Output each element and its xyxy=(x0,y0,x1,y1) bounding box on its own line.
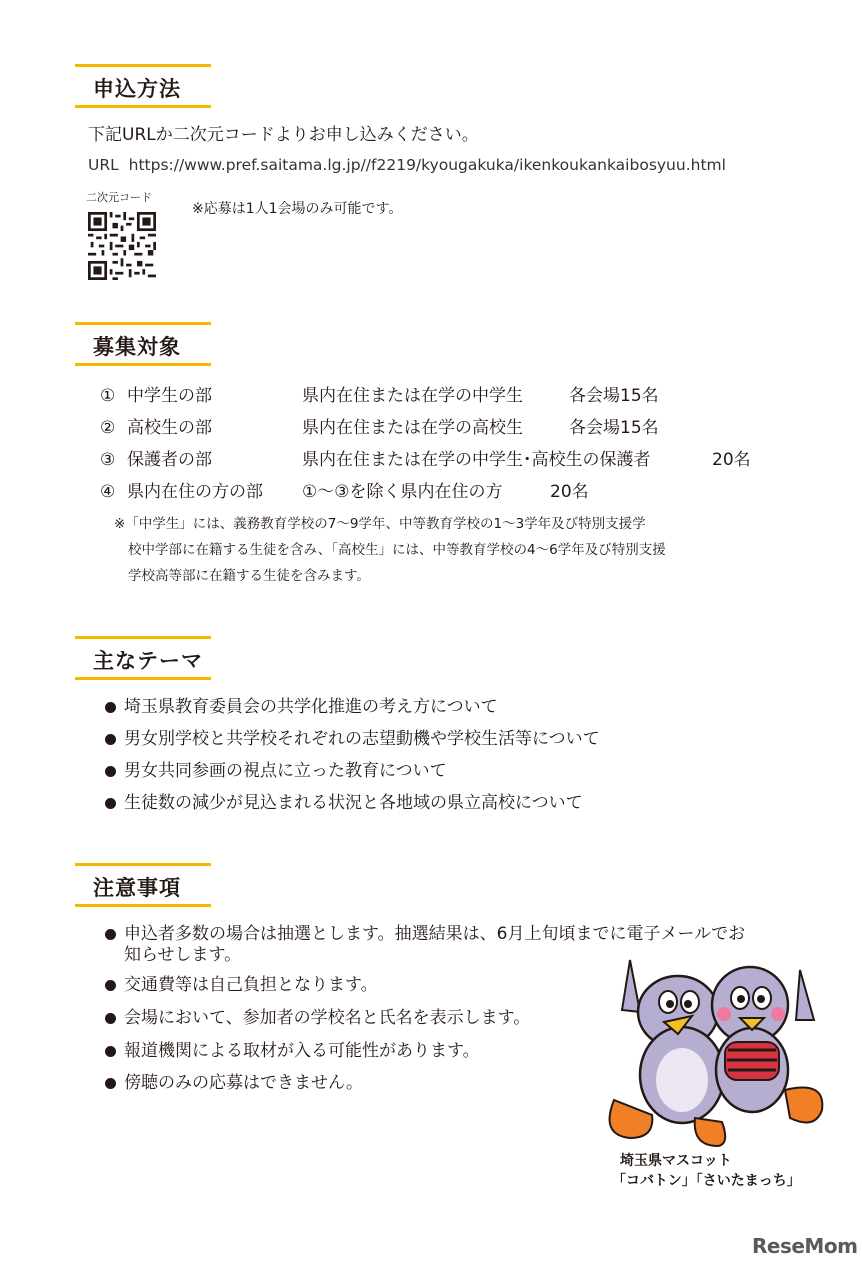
mascot-caption-line1: 埼玉県マスコット xyxy=(620,1153,732,1169)
bullet-icon xyxy=(105,929,116,940)
notes-item: 傍聴のみの応募はできません。 xyxy=(124,1073,364,1093)
themes-heading: 主なテーマ xyxy=(93,649,203,673)
bullet-icon xyxy=(105,980,116,991)
qr-code[interactable] xyxy=(88,212,156,280)
bullet-icon xyxy=(105,1046,116,1057)
section-heading-apply xyxy=(75,64,211,108)
recruit-row-capacity: 各会場15名 xyxy=(569,386,659,406)
bullet-icon xyxy=(105,734,116,745)
url-label: URL xyxy=(88,156,119,174)
apply-heading: 申込方法 xyxy=(93,77,181,101)
apply-url-link[interactable]: https://www.pref.saitama.lg.jp//f2219/kyougakuka/ikenkoukankaibosyuu.html xyxy=(128,156,726,174)
mascot-caption-line2: 「コバトン」「さいたまっち」 xyxy=(612,1173,801,1189)
notes-item-line: 申込者多数の場合は抽選とします。抽選結果は、6月上旬頃までに電子メールでお xyxy=(124,924,746,944)
recruit-row-num: ② xyxy=(100,418,116,438)
recruit-row-name: 中学生の部 xyxy=(127,386,212,406)
theme-item: 男女別学校と共学校それぞれの志望動機や学校生活等について xyxy=(124,729,600,749)
mascot-illustration xyxy=(600,950,830,1150)
theme-item: 埼玉県教育委員会の共学化推進の考え方について xyxy=(124,697,498,717)
recruit-row-capacity: 各会場15名 xyxy=(569,418,659,438)
recruit-row-name: 高校生の部 xyxy=(127,418,212,438)
section-heading-recruit xyxy=(75,322,211,366)
notes-heading: 注意事項 xyxy=(93,876,181,900)
notes-item-line: 知らせします。 xyxy=(124,945,242,965)
recruit-row-num: ① xyxy=(100,386,116,406)
recruit-row-desc: 県内在住または在学の中学生･高校生の保護者 xyxy=(302,450,651,470)
notes-item: 会場において、参加者の学校名と氏名を表示します。 xyxy=(124,1008,531,1028)
recruit-row-name: 県内在住の方の部 xyxy=(127,482,263,502)
recruit-note-line: 校中学部に在籍する生徒を含み、「高校生」には、中等教育学校の4～6学年及び特別支援 xyxy=(128,542,666,558)
recruit-row-name: 保護者の部 xyxy=(127,450,212,470)
bullet-icon xyxy=(105,1078,116,1089)
recruit-row-desc: ①～③を除く県内在住の方 xyxy=(302,482,503,502)
apply-note: ※応募は1人1会場のみ可能です。 xyxy=(192,201,403,217)
recruit-note-line: 学校高等部に在籍する生徒を含みます。 xyxy=(128,568,370,584)
recruit-row-num: ④ xyxy=(100,482,116,502)
theme-item: 生徒数の減少が見込まれる状況と各地域の県立高校について xyxy=(124,793,583,813)
theme-item: 男女共同参画の視点に立った教育について xyxy=(124,761,447,781)
notes-item: 交通費等は自己負担となります。 xyxy=(124,975,378,995)
section-heading-themes xyxy=(75,636,211,680)
bullet-icon xyxy=(105,798,116,809)
recruit-note-line: ※「中学生」には、義務教育学校の7～9学年、中等教育学校の1～3学年及び特別支援学 xyxy=(114,516,646,532)
recruit-row-num: ③ xyxy=(100,450,116,470)
kobaton-icon xyxy=(610,960,726,1146)
recruit-heading: 募集対象 xyxy=(93,335,181,359)
saitamacchi-icon xyxy=(712,967,822,1123)
recruit-row-capacity: 20名 xyxy=(550,482,589,502)
bullet-icon xyxy=(105,702,116,713)
section-heading-notes xyxy=(75,863,211,907)
qr-label: 二次元コード xyxy=(86,191,152,204)
apply-url-line[interactable] xyxy=(88,154,726,176)
recruit-row-capacity: 20名 xyxy=(712,450,751,470)
recruit-row-desc: 県内在住または在学の高校生 xyxy=(302,418,523,438)
recruit-row-desc: 県内在住または在学の中学生 xyxy=(302,386,523,406)
bullet-icon xyxy=(105,1013,116,1024)
notes-item: 報道機関による取材が入る可能性があります。 xyxy=(124,1041,480,1061)
apply-intro: 下記URLか二次元コードよりお申し込みください。 xyxy=(88,125,479,145)
bullet-icon xyxy=(105,766,116,777)
resemom-logo: ReseMom xyxy=(752,1234,858,1258)
